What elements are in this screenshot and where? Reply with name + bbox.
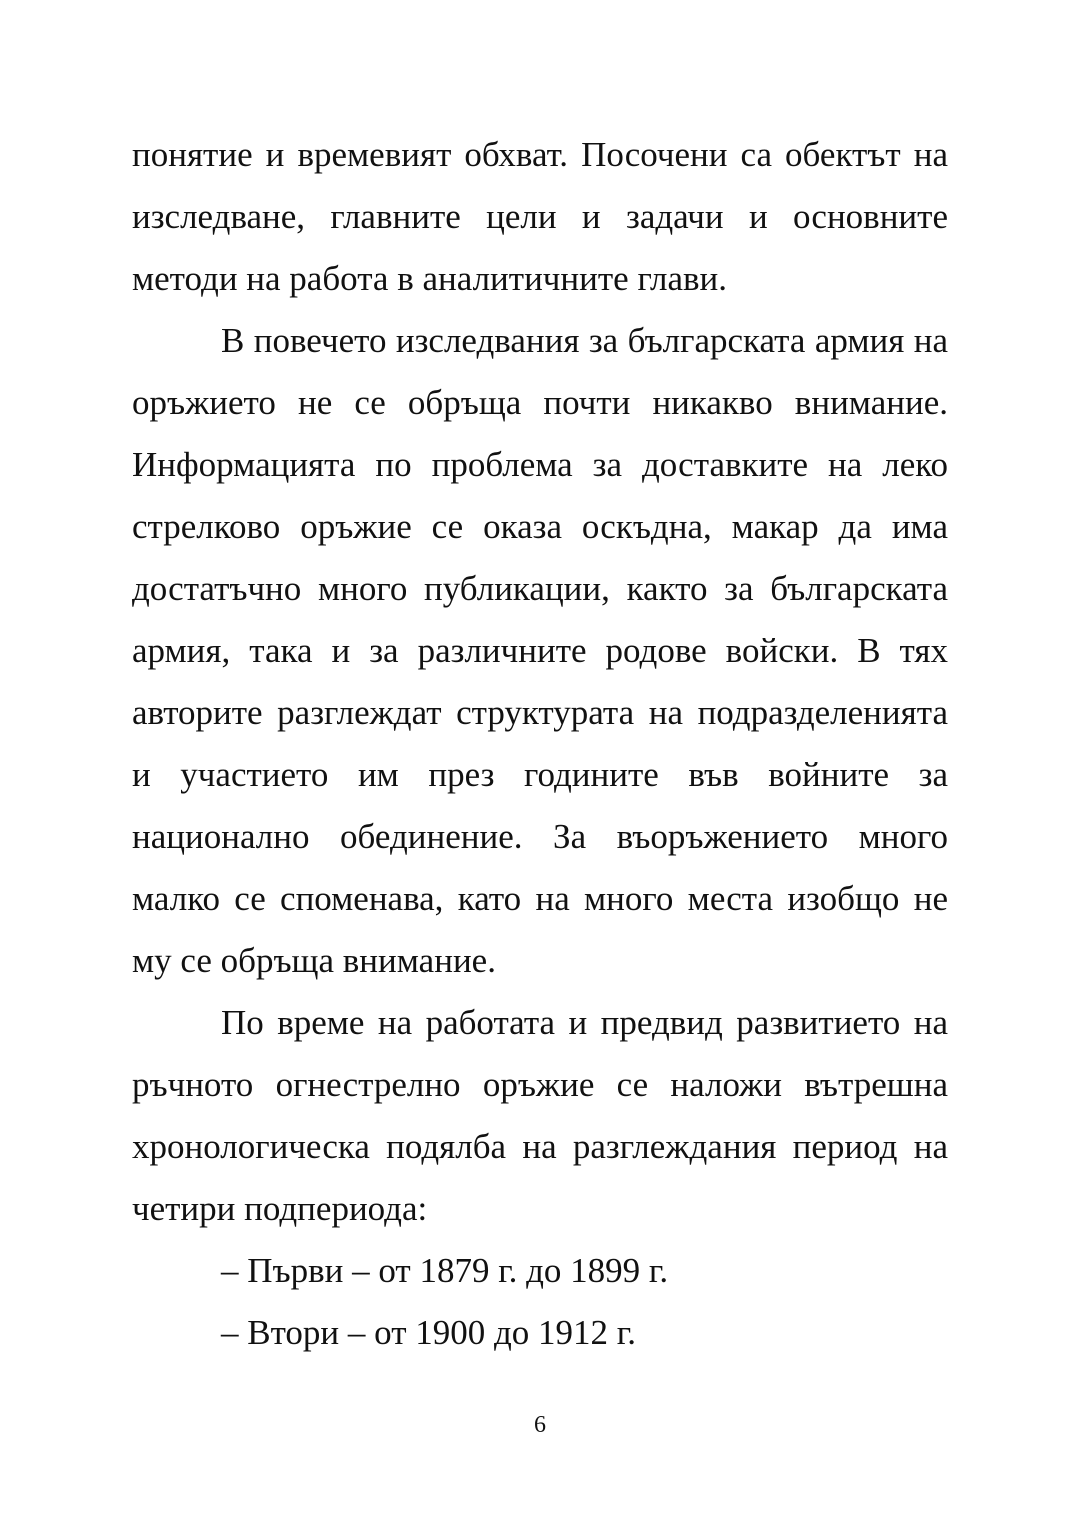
paragraph-periodization: По време на работата и предвид развитието на ръчното огнестрелно оръжие се наложи вътрешна хронологическа подялба на разглеждания период на четири подпериода: <box>132 1003 948 1228</box>
page-number: 6 <box>534 1412 546 1438</box>
paragraph-continuation: понятие и времевият обхват. Посочени са обектът на изследване, главните цели и задачи и основните методи на работа в аналитичните глави. <box>132 135 948 298</box>
text-body <box>132 124 948 1364</box>
list-item-first-period: – Първи – от 1879 г. до 1899 г. <box>221 1251 669 1290</box>
paragraph-army-research: В повечето изследвания за българската армия на оръжието не се обръща почти никакво внимание. Информацията по проблема за доставките на леко стрелково оръжие се оказа оскъдна, макар да има достатъчно много публикации, както за българската армия, така и за различните родове войски. В тях авторите разглеждат структурата на подразделенията и участието им през годините във войните за национално обединение. За въоръжението много малко се споменава, като на много места изобщо не му се обръща внимание. <box>132 321 948 980</box>
list-item-second-period: – Втори – от 1900 до 1912 г. <box>221 1313 636 1352</box>
